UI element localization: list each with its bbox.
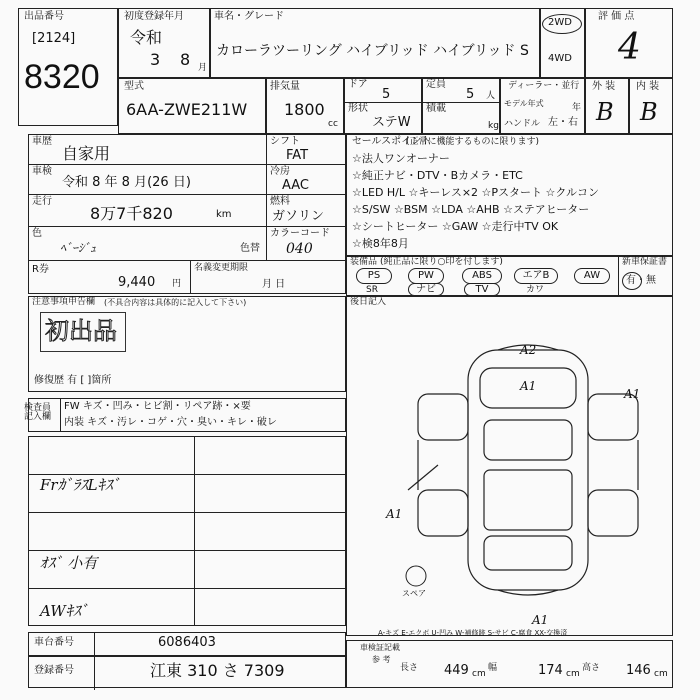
kg-unit: kg (488, 121, 499, 131)
color-change-label: 色替 (240, 243, 260, 254)
mark-a1-left: A1 (386, 507, 403, 521)
notice-sub: (不具合内容は具体的に記入して下さい) (104, 298, 247, 307)
checker-label: 検査員記入欄 (24, 403, 52, 422)
sales-line: ☆S/SW ☆BSM ☆LDA ☆AHB ☆ステアヒーター (352, 203, 590, 216)
remarks-line (28, 550, 346, 551)
history-row3 (28, 226, 346, 227)
height-value: 146 (626, 663, 651, 678)
mark-a1-rear: A1 (532, 613, 549, 627)
inspection-value: 令和 8 年 8 月(26 日) (62, 175, 191, 190)
yen-unit: 円 (172, 279, 182, 289)
equip-pw: PW (408, 268, 444, 284)
damage-mark-line (408, 465, 438, 490)
car-front-left-fender (418, 394, 468, 440)
checker-row1: FW キズ・凹み・ヒビ割・リペア跡・×要 (64, 401, 251, 412)
warranty-label: 新車保証書 (622, 257, 668, 267)
warranty-circle (622, 272, 642, 290)
inspect-label: 車検証記載 (360, 643, 400, 652)
chassis-label: 車台番号 (34, 637, 74, 648)
color-label: 色 (32, 228, 42, 239)
shape-value: ステW (372, 115, 411, 130)
model-label: 型式 (124, 81, 144, 92)
handle-label: ハンドル (504, 119, 541, 129)
cc-unit: cc (328, 119, 338, 129)
fuel-label: 燃料 (270, 196, 290, 207)
recycle-value: 9,440 (118, 275, 156, 290)
mileage-value: 8万7千820 (90, 204, 173, 223)
car-roof (484, 470, 572, 530)
sales-line: ☆純正ナビ・DTV・Bカメラ・ETC (352, 169, 523, 182)
spare-tire-icon (406, 566, 426, 586)
grade-label: 評 価 点 (598, 11, 635, 22)
reg-label: 登録番号 (34, 665, 74, 676)
color-value: ﾍﾞｰｼﾞｭ (60, 241, 97, 255)
width-value: 174 (538, 663, 563, 678)
remark-line-3: AWｷｽﾞ (40, 602, 89, 620)
car-rear-right-fender (588, 490, 638, 536)
after-label: 後日記入 (350, 297, 387, 307)
ac-value: AAC (282, 178, 309, 193)
recycle-divider (190, 260, 191, 294)
equip-sr: SR (366, 285, 378, 295)
history-row1 (28, 164, 346, 165)
warranty-divider (618, 256, 619, 296)
displacement-label: 排気量 (270, 81, 300, 92)
era-value: 令和 (130, 28, 163, 47)
damage-legend: A-キズ E-エクボ U-凹み W-補修跡 S-サビ C-腐食 XX-交換済 (378, 629, 568, 637)
notice-label: 注意事項申告欄 (32, 297, 96, 307)
chassis-number: 6086403 (158, 635, 216, 650)
dealer-label: ディーラー・並行 (508, 81, 580, 91)
length-label: 長さ (400, 663, 419, 673)
first-reg-label: 初度登録年月 (124, 11, 184, 22)
mark-a2: A2 (520, 343, 537, 357)
exterior-label: 外 装 (592, 81, 616, 92)
shape-label: 形状 (348, 103, 368, 114)
remarks-line (28, 588, 346, 589)
sales-line: ☆LED H/L ☆キーレス×2 ☆Pスタート ☆クルコン (352, 186, 600, 199)
displacement-value: 1800 (284, 100, 325, 119)
recycle-label: R券 (32, 264, 49, 275)
lot-label: 出品番号 (24, 11, 64, 22)
year-value: 3 (150, 50, 161, 69)
door-label: ドア (348, 79, 368, 90)
sales-line: ☆シートヒーター ☆GAW ☆走行中TV OK (352, 220, 559, 233)
sales-line: ☆検8年8月 (352, 237, 409, 250)
capacity-value: 5 (466, 87, 475, 102)
equip-ps: PS (356, 268, 392, 284)
capacity-label: 定員 (426, 79, 446, 90)
name-label: 車名・グレード (214, 11, 284, 22)
equipment-note: (純正品に限り○印を付します) (380, 257, 503, 267)
height-label: 高さ (582, 663, 601, 673)
remarks-line (28, 474, 346, 475)
width-unit: cm (566, 669, 580, 679)
name-change-label: 名義変更期限 (194, 263, 249, 273)
equipment-title: 装備品 (350, 257, 378, 267)
lot-sub: [2124] (32, 31, 76, 46)
mark-a1-right: A1 (624, 387, 641, 401)
spare-label: スペア (402, 589, 426, 598)
lot-number: 8320 (24, 58, 100, 96)
sales-title: セールスポイント (352, 136, 432, 147)
history-row2 (28, 194, 346, 195)
remarks-vline (194, 436, 195, 626)
reg-number: 江東 310 さ 7309 (150, 661, 285, 680)
width-label: 幅 (488, 663, 498, 673)
door-value: 5 (382, 87, 391, 102)
equip-tv: TV (464, 283, 500, 296)
repair-history: 修復歴 有 [ ]箇所 (34, 375, 112, 386)
sales-list (352, 153, 668, 255)
checker-divider (60, 398, 61, 432)
load-label: 積載 (426, 103, 446, 114)
car-rear-bumper (498, 590, 558, 595)
month-unit: 月 (198, 63, 208, 73)
remark-line-1: FrｶﾞﾗｽLｷｽﾞ (40, 476, 121, 494)
shift-label: シフト (270, 136, 300, 147)
first-listing-stamp (40, 312, 126, 352)
handle-value: 左・右 (548, 117, 578, 128)
first-listing-text: 初出品 (45, 317, 117, 345)
drive-2wd: 2WD (548, 17, 572, 28)
sales-note: (正常に機能するものに限ります) (406, 137, 540, 147)
interior-label: 内 装 (636, 81, 660, 92)
car-side-lines (418, 440, 638, 490)
car-rear-window (484, 536, 572, 570)
color-code-value: 040 (286, 241, 313, 257)
model-code: 6AA-ZWE211W (126, 100, 248, 119)
inspection-label: 車検 (32, 166, 52, 177)
checker-row2: 内装 キズ・汚レ・コゲ・穴・臭い・キレ・破レ (64, 417, 277, 428)
color-code-label: カラーコード (270, 228, 330, 239)
sales-line: ☆法人ワンオーナー (352, 152, 450, 165)
equip-aw: AW (574, 268, 610, 284)
remarks-area (28, 436, 346, 626)
history-label: 車歴 (32, 136, 52, 147)
length-unit: cm (472, 669, 486, 679)
height-unit: cm (654, 669, 668, 679)
equip-navi: ナビ (408, 283, 444, 296)
year-unit: 年 (572, 103, 582, 113)
length-value: 449 (444, 663, 469, 678)
model-year-label: モデル年式 (504, 99, 544, 108)
km-unit: km (216, 209, 232, 220)
name-change-date: 月 日 (262, 279, 286, 290)
equip-abs: ABS (462, 268, 502, 284)
car-windshield (484, 420, 572, 460)
capacity-unit: 人 (486, 91, 496, 101)
drive-4wd: 4WD (548, 53, 572, 64)
equip-leather: カワ (526, 285, 545, 295)
history-value: 自家用 (62, 144, 111, 163)
history-row4 (28, 260, 346, 261)
shift-value: FAT (286, 148, 309, 163)
car-name: カローラツーリング ハイブリッド ハイブリッド S (216, 43, 529, 59)
inspect-ref: 参 考 (372, 655, 391, 664)
remark-line-2: ｵｽﾞ 小有 (40, 554, 98, 572)
mark-a1-front: A1 (520, 379, 537, 393)
equip-airbag: エアB (514, 268, 558, 284)
interior-grade: B (640, 98, 658, 126)
warranty-value: 有・無 (626, 275, 656, 286)
grade-value: 4 (618, 27, 641, 68)
ac-label: 冷房 (270, 166, 290, 177)
fuel-value: ガソリン (272, 209, 325, 224)
month-value: 8 (180, 50, 191, 69)
car-rear-left-fender (418, 490, 468, 536)
mileage-label: 走行 (32, 196, 52, 207)
exterior-grade: B (596, 98, 614, 126)
remarks-line (28, 512, 346, 513)
history-vdivider (266, 134, 267, 260)
